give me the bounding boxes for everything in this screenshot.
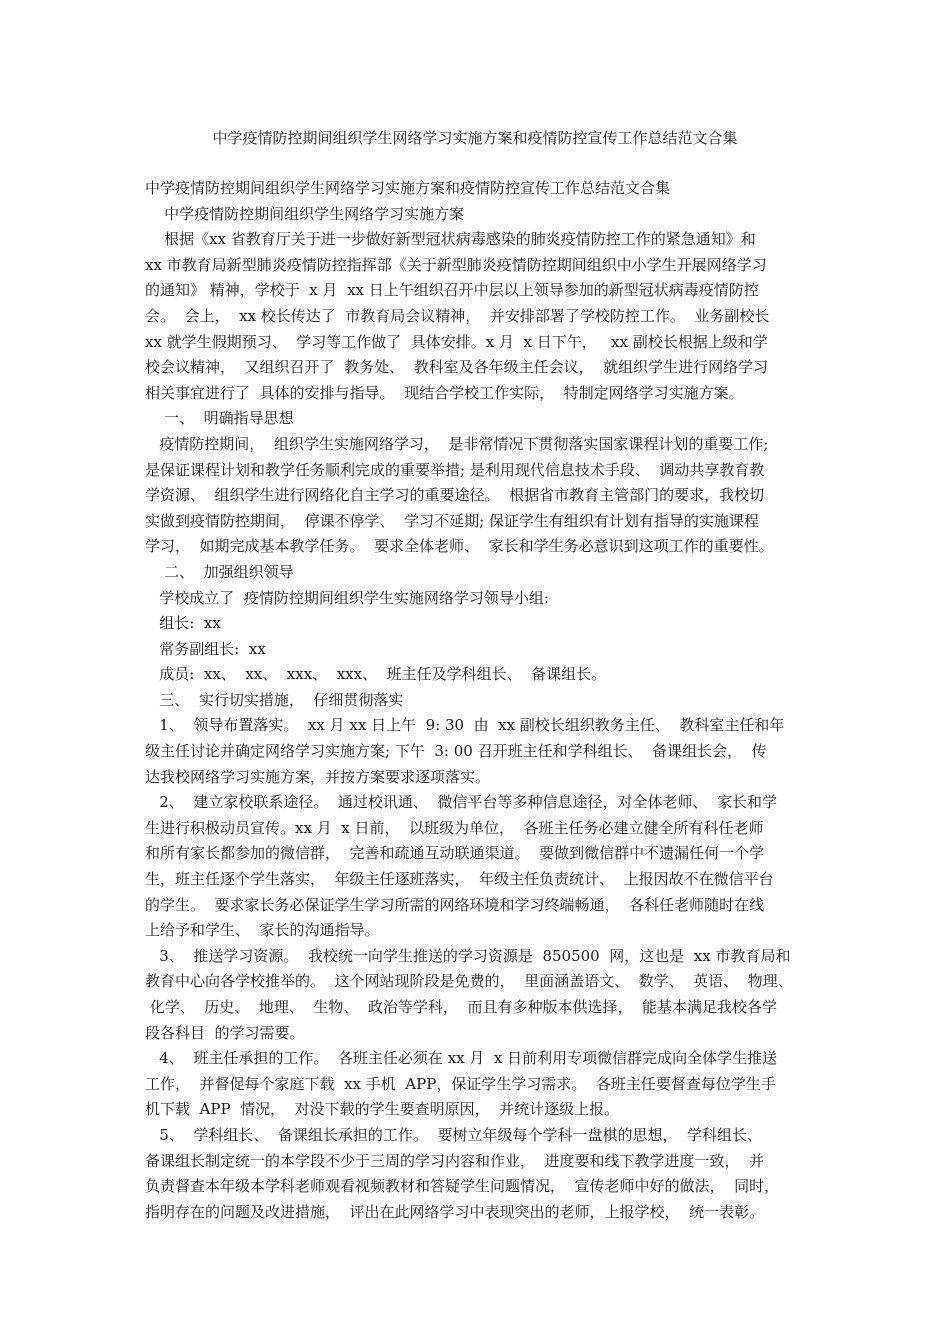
body-line: 4、 班主任承担的工作。 各班主任必须在 xx 月 x 日前利用专项微信群完成向全体学生推送 [145,1049,778,1068]
body-line: 二、 加强组织领导 [145,562,294,581]
body-line: 段各科目 的学习需要。 [145,1023,305,1042]
body-line: 学习， 如期完成基本教学任务。 要求全体老师、 家长和学生务必意识到这项工作的重要性。 [145,537,774,556]
body-line: 是保证课程计划和教学任务顺利完成的重要举措; 是利用现代信息技术手段、 调动共享教育教 [145,460,765,479]
body-line: 化学、 历史、 地理、 生物、 政治等学科， 而且有多种版本供选择， 能基本满足我校各学 [145,998,777,1016]
body-line: 疫情防控期间， 组织学生实施网络学习， 是非常情况下贯彻落实国家课程计划的重要工作; [145,434,769,453]
body-line: 负责督查本年级本学科老师观看视频教材和答疑学生问题情况， 宣传老师中好的做法， 同时， [145,1177,780,1196]
body-line: 学校成立了 疫情防控期间组织学生实施网络学习领导小组: [145,588,549,607]
body-line: 3、 推送学习资源。 我校统一向学生推送的学习资源是 850500 网，这也是 xx 市教育局和 [145,946,791,965]
body-line: 1、 领导布置落实。 xx 月 xx 日上午 9: 30 由 xx 副校长组织教务主任、 教科室主任和年 [145,716,785,735]
body-line: 级主任讨论并确定网络学习实施方案; 下午 3: 00 召开班主任和学科组长、 备课组长会， 传 [145,742,767,761]
body-line: 的通知》 精神，学校于 x 月 xx 日上午组织召开中层以上领导参加的新型冠状病毒疫情防控 [145,281,759,300]
body-line: 生进行积极动员宣传。xx 月 x 日前， 以班级为单位， 各班主任务必建立健全所有科任老师 [145,818,764,837]
body-line: 常务副组长: xx [145,639,266,658]
document-body [145,176,825,1225]
body-line: 备课组长制定统一的本学段不少于三周的学习内容和作业， 进度要和线下教学进度一致， 并 [145,1151,765,1170]
body-line: 机下载 APP 情况， 对没下载的学生要查明原因， 并统计逐级上报。 [145,1100,620,1119]
body-line: 根据《xx 省教育厅关于进一步做好新型冠状病毒感染的肺炎疫情防控工作的紧急通知》和 [145,230,756,249]
body-line: 的学生。 要求家长务必保证学生学习所需的网络环境和学习终端畅通， 各科任老师随时在线 [145,895,765,914]
body-line: 会。 会上， xx 校长传达了 市教育局会议精神， 并安排部署了学校防控工作。 业务副校长 [145,306,770,325]
body-line: 相关事宜进行了 具体的安排与指导。 现结合学校工作实际， 特制定网络学习实施方案。 [145,383,744,402]
body-line: 上给予和学生、 家长的沟通指导。 [145,921,380,940]
body-line: xx 市教育局新型肺炎疫情防控指挥部《关于新型肺炎疫情防控期间组织中小学生开展网络学习 [145,255,767,274]
body-line: 5、 学科组长、 备课组长承担的工作。 要树立年级每个学科一盘棋的思想， 学科组长、 [145,1125,762,1144]
body-line: 教育中心向各学校推举的。 这个网站现阶段是免费的， 里面涵盖语文、 数学、 英语、 物理、 [145,972,793,991]
body-line: 生，班主任逐个学生落实， 年级主任逐班落实， 年级主任负责统计、 上报因故不在微信平台 [145,870,774,889]
body-line: 校会议精神， 又组织召开了 教务处、 教科室及各年级主任会议， 就组织学生进行网络学习 [145,358,769,377]
body-line: 一、 明确指导思想 [145,409,294,428]
body-line: xx 就学生假期预习、 学习等工作做了 具体安排。x 月 x 日下午， xx 副校长根据上级和学 [145,332,768,351]
body-line: 三、 实行切实措施， 仔细贯彻落实 [145,690,404,709]
body-line: 指明存在的问题及改进措施， 评出在此网络学习中表现突出的老师，上报学校， 统一表彰。 [145,1202,765,1221]
body-line: 工作， 并督促每个家庭下载 xx 手机 APP，保证学生学习需求。 各班主任要督查每位学生手 [145,1074,776,1093]
body-line: 达我校网络学习实施方案，并按方案要求逐项落实。 [145,767,491,786]
body-line: 成员: xx、 xx、 xxx、 xxx、 班主任及学科组长、 备课组长。 [145,665,607,684]
body-line: 中学疫情防控期间组织学生网络学习实施方案和疫情防控宣传工作总结范文合集 [145,179,671,197]
body-line: 2、 建立家校联系途径。 通过校讯通、 微信平台等多种信息途径，对全体老师、 家长和学 [145,793,777,812]
body-line: 实做到疫情防控期间， 停课不停学、 学习不延期; 保证学生有组织有计划有指导的实施课程 [145,511,759,530]
body-line: 中学疫情防控期间组织学生网络学习实施方案 [145,204,465,223]
body-line: 组长: xx [145,614,221,633]
document-title: 中学疫情防控期间组织学生网络学习实施方案和疫情防控宣传工作总结范文合集 [212,129,738,147]
body-line: 和所有家长都参加的微信群， 完善和疏通互动联通渠道。 要做到微信群中不遗漏任何一个学 [145,844,765,863]
body-line: 学资源、 组织学生进行网络化自主学习的重要途径。 根据省市教育主管部门的要求，我校切 [145,486,765,505]
